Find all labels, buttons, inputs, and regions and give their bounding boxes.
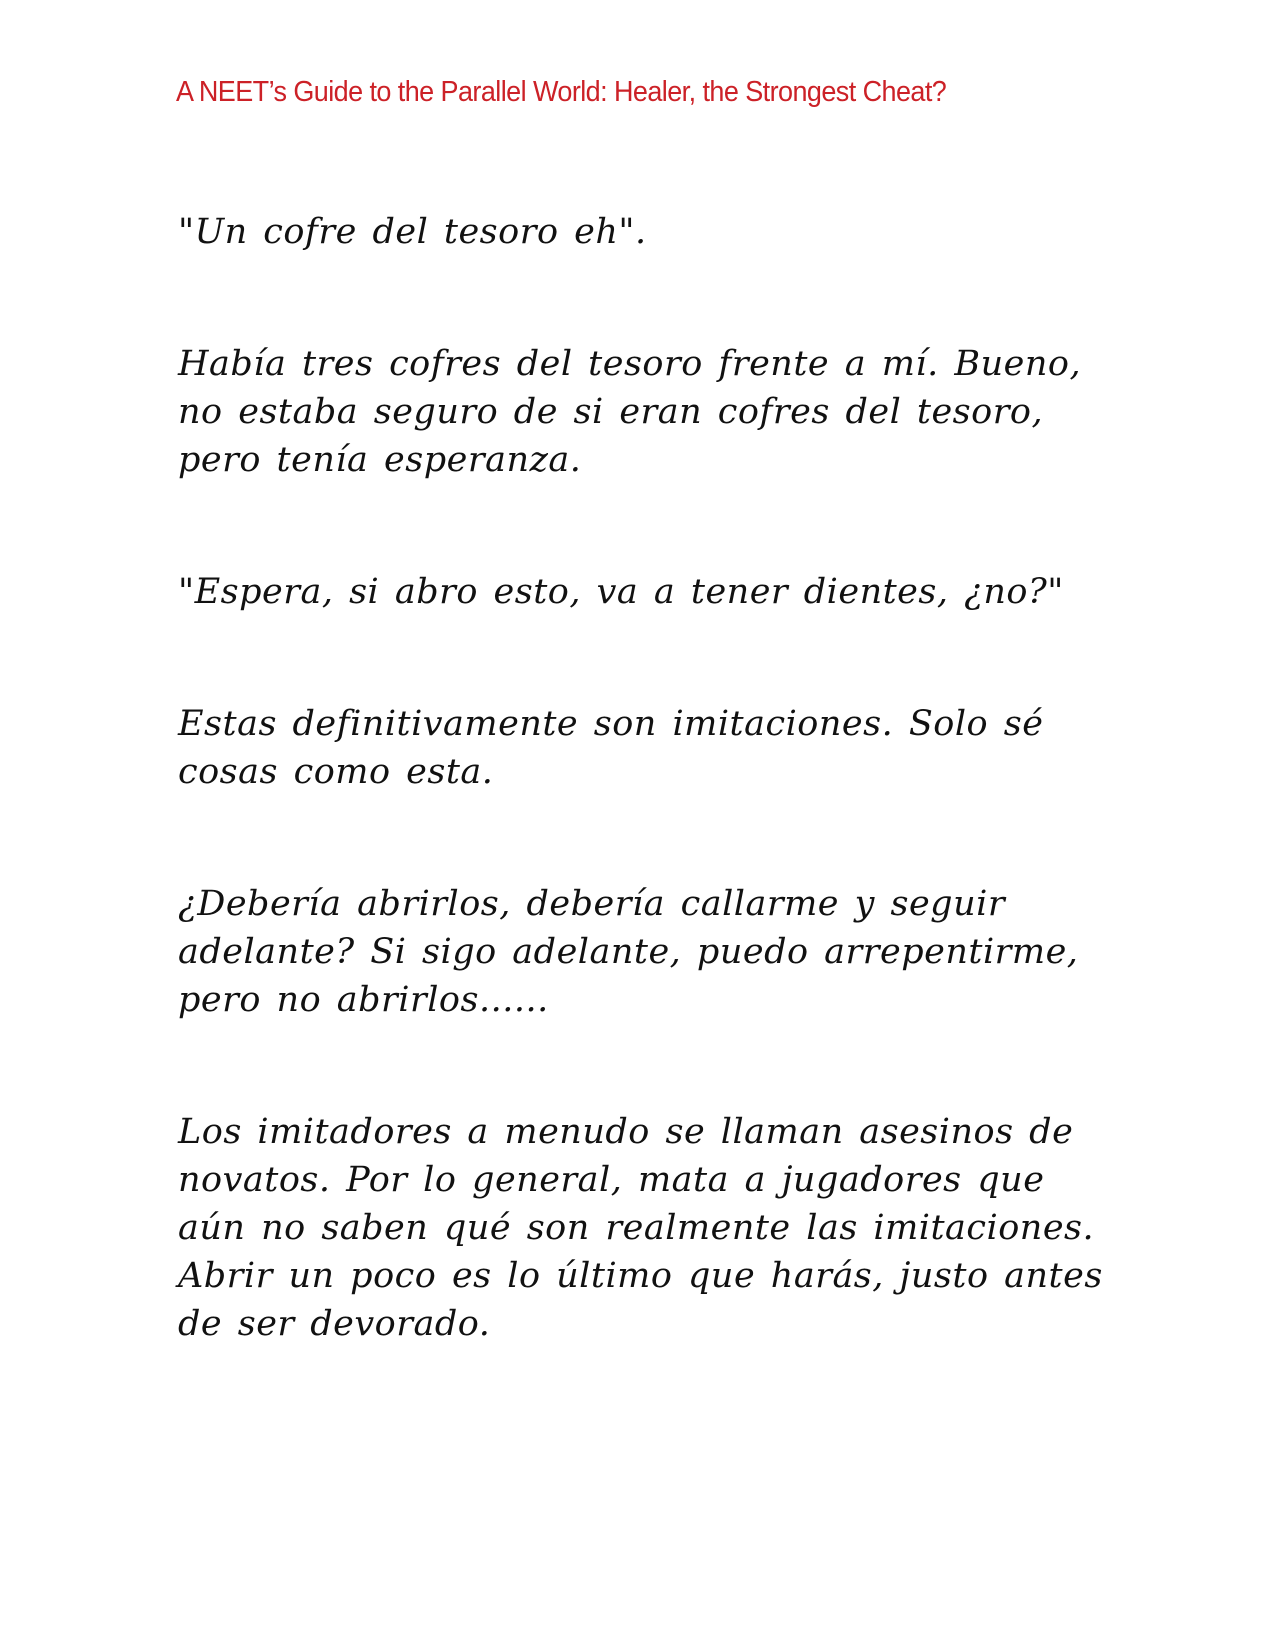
paragraph-5: ¿Debería abrirlos, debería callarme y seguir adelante? Si sigo adelante, puedo arrepentirme, pero no abrirlos...... [178, 884, 1079, 1020]
paragraph-2: Había tres cofres del tesoro frente a mí. Bueno, no estaba seguro de si eran cofres del tesoro, pero tenía esperanza. [178, 344, 1082, 480]
paragraph-1: "Un cofre del tesoro eh". [178, 212, 647, 252]
page-header-title: A NEET’s Guide to the Parallel World: Healer, the Strongest Cheat? [176, 76, 947, 108]
paragraph-6: Los imitadores a menudo se llaman asesinos de novatos. Por lo general, mata a jugadores que aún no saben qué son realmente las imitaciones. Abrir un poco es lo último que harás, justo antes de ser devorado. [178, 1112, 1103, 1344]
paragraph-3: "Espera, si abro esto, va a tener dientes, ¿no?" [178, 572, 1064, 612]
paragraph-4: Estas definitivamente son imitaciones. Solo sé cosas como esta. [178, 704, 1044, 792]
